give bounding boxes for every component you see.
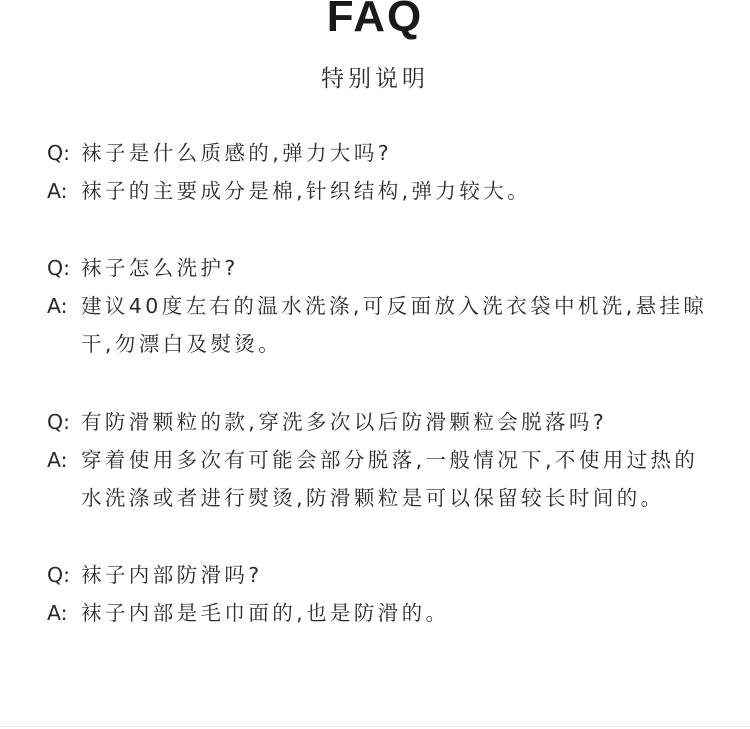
faq-item-3	[47, 403, 737, 517]
faq-spacer	[47, 363, 737, 403]
answer-text: 建议40度左右的温水洗涤,可反面放入洗衣袋中机洗,悬挂晾干,勿漂白及熨烫。	[81, 294, 708, 356]
faq-question	[47, 134, 737, 172]
answer-prefix: A:	[47, 179, 68, 203]
question-prefix: Q:	[47, 410, 71, 434]
bottom-divider	[0, 726, 750, 727]
faq-answer	[47, 172, 737, 210]
faq-question	[47, 403, 737, 441]
answer-prefix: A:	[47, 601, 68, 625]
answer-text: 袜子内部是毛巾面的,也是防滑的。	[81, 601, 450, 625]
faq-spacer	[47, 517, 737, 556]
question-text: 袜子是什么质感的,弹力大吗?	[81, 141, 392, 165]
answer-text: 穿着使用多次有可能会部分脱落,一般情况下,不使用过热的水洗涤或者进行熨烫,防滑颗粒是可以保留较长时间的。	[81, 448, 699, 510]
question-text: 袜子内部防滑吗?	[81, 563, 263, 587]
question-prefix: Q:	[47, 256, 71, 280]
faq-answer	[47, 287, 737, 363]
faq-item-2	[47, 249, 737, 363]
faq-item-4	[47, 556, 737, 632]
question-text: 袜子怎么洗护?	[81, 256, 239, 280]
faq-item-1	[47, 134, 737, 210]
faq-question	[47, 556, 737, 594]
faq-question	[47, 249, 737, 287]
answer-prefix: A:	[47, 294, 68, 318]
answer-prefix: A:	[47, 448, 68, 472]
question-prefix: Q:	[47, 563, 71, 587]
faq-spacer	[47, 210, 737, 249]
page-subtitle: 特别说明	[321, 66, 429, 92]
question-prefix: Q:	[47, 141, 71, 165]
question-text: 有防滑颗粒的款,穿洗多次以后防滑颗粒会脱落吗?	[81, 410, 608, 434]
faq-answer	[47, 441, 737, 517]
page-title: FAQ	[326, 0, 424, 41]
faq-answer	[47, 594, 737, 632]
faq-list	[47, 134, 737, 632]
answer-text: 袜子的主要成分是棉,针织结构,弹力较大。	[81, 179, 532, 203]
